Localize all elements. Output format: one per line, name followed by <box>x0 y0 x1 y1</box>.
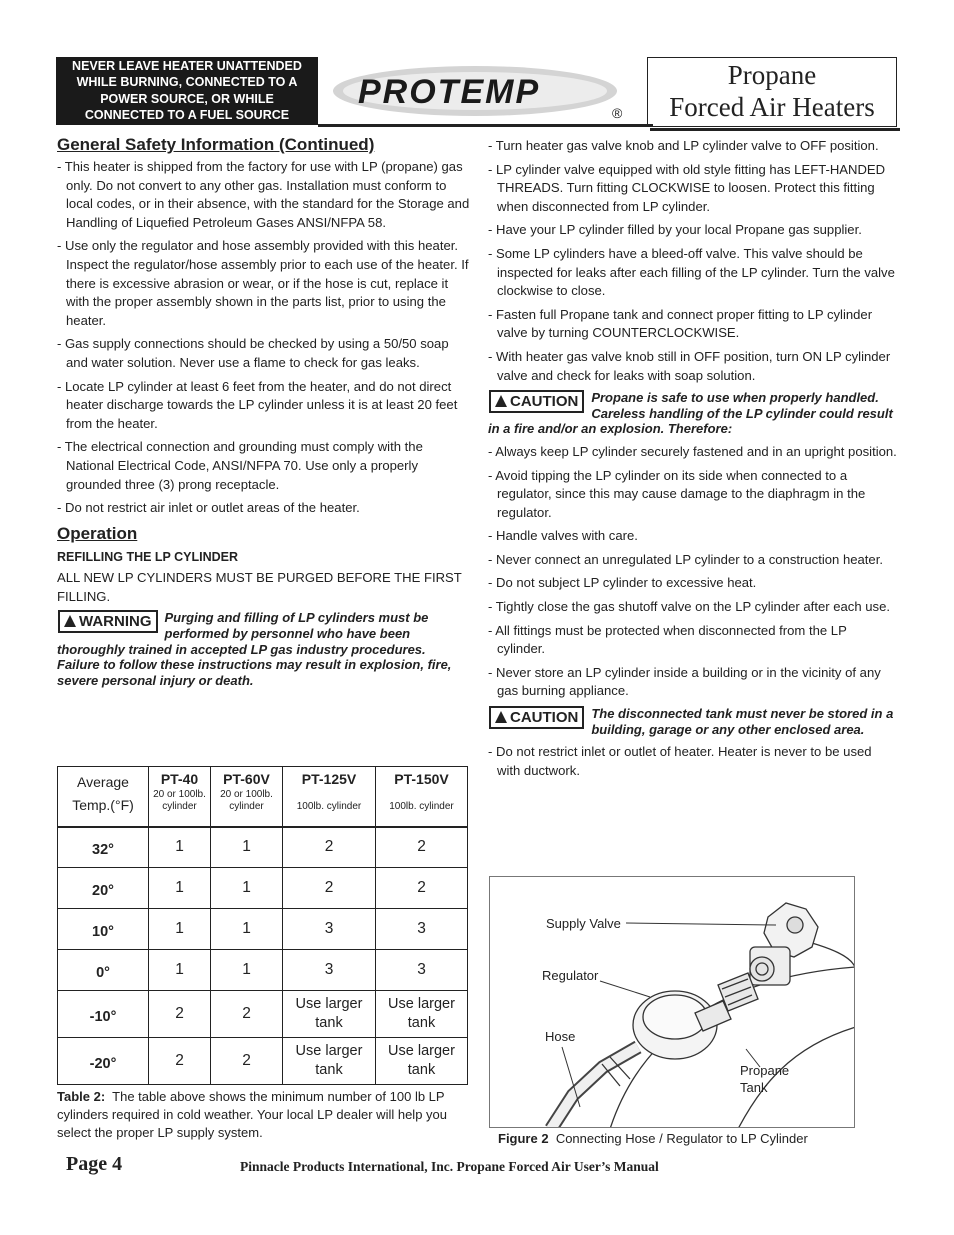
table-row: 0° 1 1 3 3 <box>58 950 468 991</box>
warning-line: CONNECTED TO A FUEL SOURCE <box>84 108 290 123</box>
label-propane: Propane <box>740 1063 790 1078</box>
cylinder-table <box>57 766 468 1085</box>
title-line-1: Propane <box>727 60 817 90</box>
list-item: - Avoid tipping the LP cylinder on its side when connected to a regulator, since this may cause damage to the diaphragm in the regulator. <box>488 467 866 520</box>
list-item: - Locate LP cylinder at least 6 feet from the heater, and do not direct heater discharge towards the LP cylinder unless it is at least 20 feet from the heater. <box>57 378 458 431</box>
table-row: 32° 1 1 2 2 <box>58 827 468 868</box>
warning-alert <box>57 610 471 688</box>
table-row: -10° 2 2 Use larger tank Use larger tank <box>58 991 468 1038</box>
warning-text: Purging and filling of LP cylinders must be performed by personnel who have been thoroughly trained in accepted LP gas industry procedures. Failure to follow these instructions may result in explosion, fire, severe personal injury or death. <box>57 610 452 688</box>
manual-title-box <box>647 57 897 127</box>
table-caption <box>57 1088 468 1142</box>
caution-badge: CAUTION <box>489 390 584 413</box>
refill-heading: REFILLING THE LP CYLINDER <box>57 549 239 564</box>
list-item: - The electrical connection and grounding must comply with the National Electrical Code, ANSI/NFPA 70. Use only a properly grounded three (3) prong receptacle. <box>57 439 423 492</box>
list-item: - Never connect an unregulated LP cylinder to a construction heater. <box>488 551 883 567</box>
section-title-operation: Operation <box>57 523 138 543</box>
table-caption-label: Table 2: <box>57 1089 106 1104</box>
caution-text: The disconnected tank must never be stored in a building, garage or any other enclosed area. <box>591 706 894 737</box>
list-item: - Do not restrict air inlet or outlet areas of the heater. <box>57 500 360 516</box>
list-item: - Do not restrict inlet or outlet of heater. Heater is never to be used with ductwork. <box>488 744 872 778</box>
list-item: - LP cylinder valve equipped with old style fitting has LEFT-HANDED THREADS. Turn fitting CLOCKWISE to loosen. Protect this fitting when disconnected from LP cylinder. <box>488 161 886 214</box>
list-item: - Gas supply connections should be checked by using a 50/50 soap and water solution. Never use a flame to check for gas leaks. <box>57 336 449 370</box>
brand-text: PROTEMP <box>358 73 541 111</box>
caution-alert <box>488 390 898 437</box>
header-rule <box>318 124 653 127</box>
list-item: - Tightly close the gas shutoff valve on the LP cylinder after each use. <box>488 599 891 615</box>
list-item: - Always keep LP cylinder securely fastened and in an upright position. <box>488 443 897 459</box>
figure-caption-label: Figure 2 <box>498 1131 549 1146</box>
caution-badge: CAUTION <box>489 706 584 729</box>
list-item: - Never store an LP cylinder inside a building or in the vicinity of any gas burning appliance. <box>488 664 881 699</box>
registered-mark: ® <box>612 105 623 120</box>
title-line-2: Forced Air Heaters <box>669 92 875 122</box>
list-item: - This heater is shipped from the factory for use with LP (propane) gas only. Do not convert to any other gas. Installation must conform to local codes, or in their absence, with the standard for the Storage and Handling of Liquefied Petroleum Gases ANSI/NFPA 58. <box>57 159 470 230</box>
alert-triangle-icon <box>495 395 507 407</box>
list-item: - Fasten full Propane tank and connect proper fitting to LP cylinder valve by turning COUNTERCLOCKWISE. <box>488 306 873 341</box>
label-regulator: Regulator <box>542 968 599 983</box>
caution-text: Propane is safe to use when properly handled. Careless handling of the LP cylinder could result in a fire and/or an explosion. Therefore: <box>488 390 893 437</box>
label-tank: Tank <box>740 1080 768 1095</box>
list-item: - Use only the regulator and hose assembly provided with this heater. Inspect the regulator/hose assembly prior to each use of the heater. If there is excessive abrasion or wear, or if the hose is cut, replace it with the proper assembly shown in the parts list, prior to using the heater. <box>57 238 469 328</box>
warning-line: NEVER LEAVE HEATER UNATTENDED <box>72 59 302 73</box>
table-header-model: PT-60V 20 or 100lb. cylinder <box>211 767 283 827</box>
table-row: 10° 1 1 3 3 <box>58 909 468 950</box>
list-item: - Have your LP cylinder filled by your local Propane gas supplier. <box>488 222 862 238</box>
label-hose: Hose <box>545 1029 576 1044</box>
table-row: -20° 2 2 Use larger tank Use larger tank <box>58 1038 468 1085</box>
list-item: - With heater gas valve knob still in OFF position, turn ON LP cylinder valve and check for leaks with soap solution. <box>488 348 891 383</box>
right-column <box>488 137 898 785</box>
refill-text: ALL NEW LP CYLINDERS MUST BE PURGED BEFORE THE FIRST FILLING. <box>57 570 462 604</box>
warning-badge: WARNING <box>58 610 158 633</box>
list-item: - Some LP cylinders have a bleed-off valve. This valve should be inspected for leaks after each filling of the LP cylinder. Turn the valve clockwise to close. <box>488 245 895 299</box>
warning-line: WHILE BURNING, CONNECTED TO A <box>76 75 298 90</box>
page-number: Page 4 <box>66 1153 123 1175</box>
list-item: - Handle valves with care. <box>488 528 638 544</box>
unattended-warning-box <box>56 57 318 125</box>
figure-regulator <box>489 876 855 1128</box>
regulator-illustration <box>490 877 855 1128</box>
warning-line: POWER SOURCE, OR WHILE <box>100 91 274 106</box>
table-header-temp: Average Temp.(°F) <box>58 767 149 827</box>
table-caption-text: The table above shows the minimum number of 100 lb LP cylinders required in cold weather. Your local LP dealer will help you select the proper LP supply system. <box>57 1089 447 1140</box>
alert-triangle-icon <box>495 711 507 723</box>
table-header-model: PT-125V 100lb. cylinder <box>283 767 376 827</box>
list-item: - Turn heater gas valve knob and LP cylinder valve to OFF position. <box>488 138 879 153</box>
table-header-model: PT-40 20 or 100lb. cylinder <box>149 767 211 827</box>
list-item: - All fittings must be protected when disconnected from the LP cylinder. <box>488 622 847 657</box>
alert-triangle-icon <box>64 615 76 627</box>
protemp-logo <box>330 62 635 120</box>
caution-alert <box>488 706 898 737</box>
section-title-safety: General Safety Information (Continued) <box>57 135 375 154</box>
label-supply-valve: Supply Valve <box>546 916 621 931</box>
table-header-model: PT-150V 100lb. cylinder <box>376 767 468 827</box>
footer-text: Pinnacle Products International, Inc. Propane Forced Air User’s Manual <box>240 1159 659 1174</box>
table-row: 20° 1 1 2 2 <box>58 868 468 909</box>
figure-caption <box>498 1131 808 1146</box>
left-column <box>57 134 471 694</box>
list-item: - Do not subject LP cylinder to excessive heat. <box>488 575 757 591</box>
figure-caption-text: Connecting Hose / Regulator to LP Cylinder <box>555 1131 808 1146</box>
